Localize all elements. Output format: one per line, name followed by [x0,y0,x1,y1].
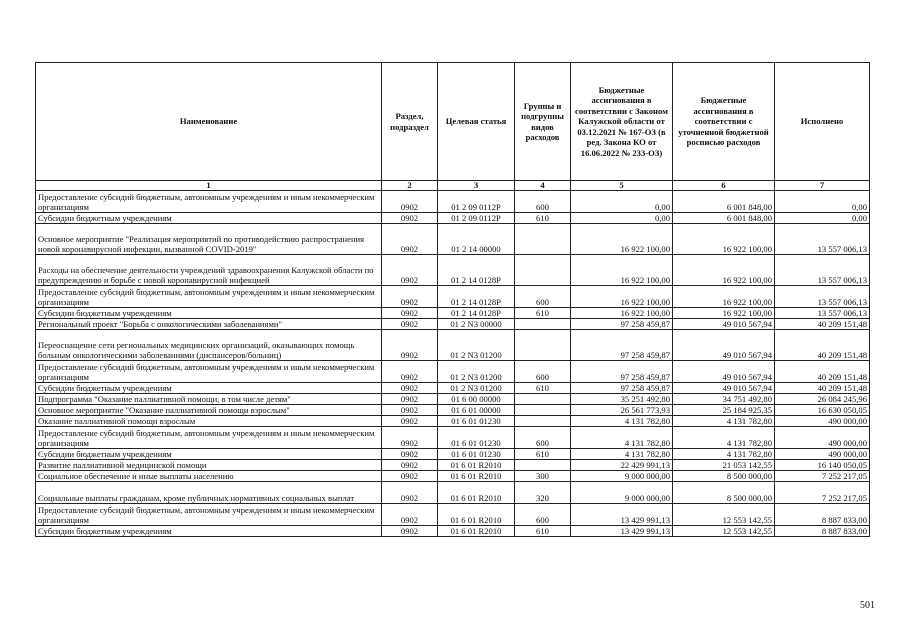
cell-section: 0902 [382,286,438,308]
cell-refined-allocation: 12 553 142,55 [673,504,775,526]
column-number: 4 [515,181,571,191]
cell-article: 01 6 01 00000 [438,405,515,416]
cell-executed: 0,00 [775,213,870,224]
cell-name: Региональный проект "Борьба с онкологическими заболеваниями" [36,319,382,330]
cell-law-allocation: 13 429 991,13 [571,504,673,526]
cell-section: 0902 [382,319,438,330]
table-row [36,255,870,286]
cell-article: 01 6 00 00000 [438,394,515,405]
cell-executed: 13 557 006,13 [775,308,870,319]
cell-refined-allocation: 6 001 848,00 [673,213,775,224]
table-row [36,213,870,224]
cell-section: 0902 [382,213,438,224]
cell-name: Субсидии бюджетным учреждениям [36,213,382,224]
cell-name: Субсидии бюджетным учреждениям [36,449,382,460]
cell-law-allocation: 97 258 459,87 [571,383,673,394]
cell-article: 01 6 01 R2010 [438,460,515,471]
cell-article: 01 6 01 01230 [438,427,515,449]
cell-section: 0902 [382,416,438,427]
cell-name: Предоставление субсидий бюджетным, автономным учреждениям и иным некоммерческим организациям [36,361,382,383]
cell-executed: 13 557 006,13 [775,286,870,308]
cell-refined-allocation: 34 751 492,80 [673,394,775,405]
cell-expense-type [515,224,571,255]
cell-executed: 40 209 151,48 [775,361,870,383]
cell-law-allocation: 16 922 100,00 [571,255,673,286]
cell-law-allocation: 97 258 459,87 [571,330,673,361]
cell-law-allocation: 16 922 100,00 [571,286,673,308]
cell-expense-type [515,405,571,416]
cell-refined-allocation: 49 010 567,94 [673,330,775,361]
cell-executed: 13 557 006,13 [775,255,870,286]
cell-section: 0902 [382,361,438,383]
cell-law-allocation: 0,00 [571,213,673,224]
header-executed: Исполнено [775,63,870,181]
header-groups: Группы и подгруппы видов расходов [515,63,571,181]
cell-name: Оказание паллиативной помощи взрослым [36,416,382,427]
cell-article: 01 2 14 0128Р [438,286,515,308]
cell-article: 01 6 01 R2010 [438,482,515,504]
cell-law-allocation: 26 561 773,93 [571,405,673,416]
cell-executed: 8 887 833,00 [775,526,870,537]
cell-refined-allocation: 21 053 142,55 [673,460,775,471]
cell-article: 01 2 09 0112Р [438,191,515,213]
table-row [36,286,870,308]
cell-refined-allocation: 4 131 782,80 [673,427,775,449]
cell-expense-type [515,319,571,330]
cell-article: 01 2 14 00000 [438,224,515,255]
cell-name: Основное мероприятие "Реализация мероприятий по противодействию распространения новой коронавирусной инфекции, вызванной COVID-2019" [36,224,382,255]
table-row [36,482,870,504]
table-row [36,460,870,471]
table-row [36,471,870,482]
table-row [36,504,870,526]
cell-expense-type [515,460,571,471]
cell-refined-allocation: 4 131 782,80 [673,416,775,427]
header-section: Раздел, подраздел [382,63,438,181]
cell-refined-allocation: 16 922 100,00 [673,255,775,286]
cell-executed: 40 209 151,48 [775,330,870,361]
cell-refined-allocation: 49 010 567,94 [673,361,775,383]
cell-section: 0902 [382,394,438,405]
cell-law-allocation: 97 258 459,87 [571,361,673,383]
cell-article: 01 6 01 R2010 [438,504,515,526]
cell-refined-allocation: 4 131 782,80 [673,449,775,460]
cell-refined-allocation: 16 922 100,00 [673,308,775,319]
cell-refined-allocation: 8 500 000,00 [673,482,775,504]
cell-section: 0902 [382,482,438,504]
cell-section: 0902 [382,460,438,471]
budget-table [35,62,870,537]
header-article: Целевая статья [438,63,515,181]
cell-section: 0902 [382,308,438,319]
cell-article: 01 2 N3 01200 [438,330,515,361]
cell-expense-type: 600 [515,191,571,213]
cell-name: Субсидии бюджетным учреждениям [36,383,382,394]
cell-expense-type: 600 [515,286,571,308]
cell-executed: 40 209 151,48 [775,319,870,330]
cell-refined-allocation: 49 010 567,94 [673,383,775,394]
cell-expense-type: 610 [515,213,571,224]
cell-executed: 7 252 217,05 [775,471,870,482]
cell-expense-type: 610 [515,308,571,319]
cell-name: Предоставление субсидий бюджетным, автономным учреждениям и иным некоммерческим организациям [36,504,382,526]
cell-article: 01 6 01 01230 [438,449,515,460]
cell-name: Социальные выплаты гражданам, кроме публичных нормативных социальных выплат [36,482,382,504]
cell-article: 01 2 14 0128Р [438,308,515,319]
cell-section: 0902 [382,383,438,394]
cell-refined-allocation: 6 001 848,00 [673,191,775,213]
cell-law-allocation: 16 922 100,00 [571,308,673,319]
cell-article: 01 6 01 R2010 [438,526,515,537]
cell-law-allocation: 16 922 100,00 [571,224,673,255]
cell-executed: 490 000,00 [775,416,870,427]
cell-name: Развитие паллиативной медицинской помощи [36,460,382,471]
cell-executed: 40 209 151,48 [775,383,870,394]
table-row [36,526,870,537]
table-row [36,416,870,427]
table-row [36,449,870,460]
table-row [36,308,870,319]
cell-article: 01 2 N3 00000 [438,319,515,330]
cell-law-allocation: 97 258 459,87 [571,319,673,330]
table-row [36,330,870,361]
cell-name: Переоснащение сети региональных медицинских организаций, оказывающих помощь больным онкологическими заболеваниями (диспансеров/больниц) [36,330,382,361]
cell-name: Социальное обеспечение и иные выплаты населению [36,471,382,482]
cell-article: 01 2 14 0128Р [438,255,515,286]
page-number: 501 [860,600,875,611]
table-body [36,191,870,537]
column-number: 7 [775,181,870,191]
table-row [36,224,870,255]
cell-law-allocation: 0,00 [571,191,673,213]
cell-section: 0902 [382,427,438,449]
cell-expense-type [515,394,571,405]
header-name: Наименование [36,63,382,181]
cell-name: Субсидии бюджетным учреждениям [36,526,382,537]
cell-executed: 490 000,00 [775,449,870,460]
cell-expense-type: 600 [515,427,571,449]
cell-name: Субсидии бюджетным учреждениям [36,308,382,319]
header-refined-allocations: Бюджетные ассигнования в соответствии с уточненной бюджетной росписью расходов [673,63,775,181]
table-row [36,427,870,449]
column-number: 5 [571,181,673,191]
table-row [36,405,870,416]
cell-expense-type [515,416,571,427]
cell-article: 01 6 01 01230 [438,416,515,427]
cell-refined-allocation: 25 184 925,35 [673,405,775,416]
cell-section: 0902 [382,405,438,416]
cell-expense-type: 600 [515,504,571,526]
column-number: 1 [36,181,382,191]
cell-expense-type [515,255,571,286]
cell-section: 0902 [382,449,438,460]
cell-name: Предоставление субсидий бюджетным, автономным учреждениям и иным некоммерческим организациям [36,191,382,213]
cell-expense-type: 610 [515,383,571,394]
cell-law-allocation: 22 429 991,13 [571,460,673,471]
cell-law-allocation: 13 429 991,13 [571,526,673,537]
cell-article: 01 6 01 R2010 [438,471,515,482]
cell-executed: 26 084 245,96 [775,394,870,405]
cell-name: Основное мероприятие "Оказание паллиативной помощи взрослым" [36,405,382,416]
cell-name: Подпрограмма "Оказание паллиативной помощи, в том числе детям" [36,394,382,405]
cell-refined-allocation: 49 010 567,94 [673,319,775,330]
cell-expense-type: 610 [515,449,571,460]
cell-executed: 13 557 006,13 [775,224,870,255]
cell-refined-allocation: 8 500 000,00 [673,471,775,482]
cell-name: Предоставление субсидий бюджетным, автономным учреждениям и иным некоммерческим организациям [36,286,382,308]
column-number: 6 [673,181,775,191]
cell-expense-type: 610 [515,526,571,537]
table-row [36,383,870,394]
cell-law-allocation: 4 131 782,80 [571,416,673,427]
cell-executed: 16 630 050,05 [775,405,870,416]
cell-article: 01 2 09 0112Р [438,213,515,224]
cell-section: 0902 [382,191,438,213]
table-row [36,191,870,213]
cell-section: 0902 [382,526,438,537]
cell-executed: 0,00 [775,191,870,213]
cell-section: 0902 [382,471,438,482]
cell-article: 01 2 N3 01200 [438,383,515,394]
column-number: 3 [438,181,515,191]
cell-section: 0902 [382,224,438,255]
cell-law-allocation: 4 131 782,80 [571,449,673,460]
cell-law-allocation: 35 251 492,80 [571,394,673,405]
cell-executed: 490 000,00 [775,427,870,449]
cell-article: 01 2 N3 01200 [438,361,515,383]
cell-law-allocation: 9 000 000,00 [571,471,673,482]
column-number: 2 [382,181,438,191]
cell-expense-type: 300 [515,471,571,482]
cell-section: 0902 [382,255,438,286]
table-row [36,319,870,330]
cell-expense-type [515,330,571,361]
cell-executed: 7 252 217,05 [775,482,870,504]
cell-law-allocation: 4 131 782,80 [571,427,673,449]
cell-name: Расходы на обеспечение деятельности учреждений здравоохранения Калужской области по предупреждению и борьбе с новой коронавирусной инфекцией [36,255,382,286]
cell-law-allocation: 9 000 000,00 [571,482,673,504]
header-law-allocations: Бюджетные ассигнования в соответствии с Законом Калужской области от 03.12.2021 № 167-ОЗ (в ред. Закона КО от 16.06.2022 № 233-ОЗ) [571,63,673,181]
cell-section: 0902 [382,504,438,526]
cell-executed: 8 887 833,00 [775,504,870,526]
cell-refined-allocation: 12 553 142,55 [673,526,775,537]
column-number-row [36,181,870,191]
cell-refined-allocation: 16 922 100,00 [673,286,775,308]
cell-expense-type: 600 [515,361,571,383]
cell-executed: 16 140 050,05 [775,460,870,471]
cell-section: 0902 [382,330,438,361]
cell-refined-allocation: 16 922 100,00 [673,224,775,255]
cell-expense-type: 320 [515,482,571,504]
table-row [36,361,870,383]
cell-name: Предоставление субсидий бюджетным, автономным учреждениям и иным некоммерческим организациям [36,427,382,449]
table-row [36,394,870,405]
header-row [36,63,870,181]
